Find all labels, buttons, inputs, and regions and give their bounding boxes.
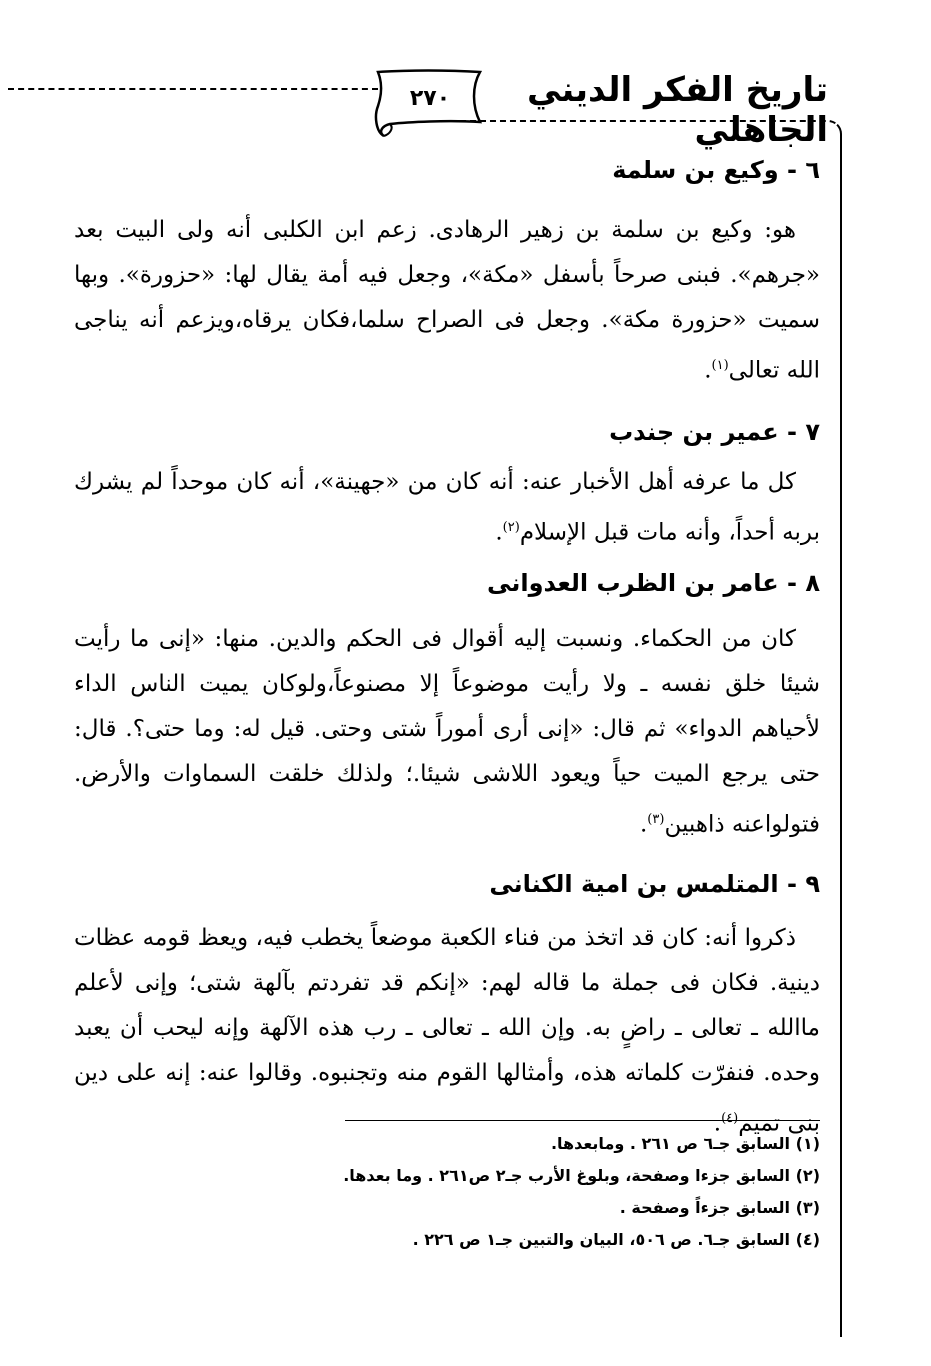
footnote-ref: (١) [711, 358, 729, 373]
footnote: (٣) السابق جزءاً وصفحة . [619, 1198, 820, 1217]
section-paragraph: ذكروا أنه: كان قد اتخذ من فناء الكعبة موضعاً يخطب فيه، ويعظ قومه عظات دينية. فكان فى جملة ما قاله لهم: «إنكم قد تفردتم بآلهة شتى؛ وإنى لأعلم ماالله ـ تعالى ـ راضٍ به. وإن الله ـ تعالى ـ رب هذه الآلهة وإنه ليحب أن يعبد وحده. فنفرّت كلماته هذه، وأمثالها القوم منه وتجنبوه. وقالوا عنه: إنه على دين بنى تميم$^{(٤)}$. [74, 924, 820, 1137]
footnote-ref: (٤) [721, 1110, 739, 1126]
header-dashed-rule [8, 88, 378, 90]
section-heading: ٧ - عمير بن جندب [609, 417, 820, 446]
section-paragraph: هو: وكيع بن سلمة بن زهير الرهادى. زعم ابن الكلبى أنه ولى البيت بعد «جرهم». فبنى صرحاً بأسفل «مكة»، وجعل فيه أمة يقال لها: «حزورة». وبها سميت «حزورة مكة». وجعل فى الصراح سلما،فكان يرقاه،ويزعم أنه يناجى الله تعالى$^{(١)}$. [74, 217, 820, 384]
footnote: (١) السابق جـ٦ ص ٢٦١ . ومابعدها. [550, 1134, 820, 1153]
main-text [74, 150, 820, 1147]
footnote-divider [345, 1120, 820, 1121]
paragraph-text: ذكروا أنه: كان قد اتخذ من فناء الكعبة موضعاً يخطب فيه، ويعظ قومه عظات دينية. فكان فى جملة ما قاله لهم: «إنكم قد تفردتم بآلهة شتى؛ وإنى لأعلم ماالله ـ تعالى ـ راضٍ به. وإن الله ـ تعالى ـ رب هذه الآلهة وإنه ليحب أن يعبد وحده. فنفرّت كلماته هذه، وأمثالها القوم منه وتجنبوه. وقالوا عنه: إنه على دين بنى تميم [74, 924, 820, 1137]
page-number: ٢٧٠ [409, 86, 451, 111]
footnote-ref: (٢) [502, 519, 520, 535]
section-paragraph: كل ما عرفه أهل الأخبار عنه: أنه كان من «جهينة»، أنه كان موحداً لم يشرك بربه أحداً، وأنه مات قبل الإسلام$^{(٢)}$. [74, 468, 820, 546]
running-header-title: تاريخ الفكر الديني الجاهلي [527, 70, 828, 150]
section-paragraph: كان من الحكماء. ونسبت إليه أقوال فى الحكم والدين. منها: «إنى ما رأيت شيئا خلق نفسه ـ ولا رأيت موضوعاً إلا مصنوعاً،ولوكان يميت الناس الداء لأحياهم الدواء» ثم قال: «إنى أرى أموراً شتى وحتى. قيل له: وما حتى؟. قال: حتى يرجع الميت حياً ويعود اللاشى شيئا.؛ ولذلك خلقت السماوات والأرض. فتولواعنه ذاهبين$^{(٣)}$. [74, 626, 820, 838]
paragraph-text: كل ما عرفه أهل الأخبار عنه: أنه كان من «جهينة»، أنه كان موحداً لم يشرك بربه أحداً، وأنه مات قبل الإسلام [74, 468, 820, 546]
footnote: (٢) السابق جزءا وصفحة، وبلوغ الأرب جـ٢ ص٢٦١ . وما بعدها. [343, 1166, 820, 1185]
footnote: (٤) السابق جـ٦. ص ٥٠٦، البيان والتبين جـ١ ص ٢٢٦ . [412, 1230, 820, 1249]
section-heading: ٩ - المتلمس بن امية الكنانى [489, 869, 820, 898]
paragraph-text: كان من الحكماء. ونسبت إليه أقوال فى الحكم والدين. منها: «إنى ما رأيت شيئا خلق نفسه ـ ولا رأيت موضوعاً إلا مصنوعاً،ولوكان يميت الناس الداء لأحياهم الدواء» ثم قال: «إنى أرى أموراً شتى وحتى. قيل له: وما حتى؟. قال: حتى يرجع الميت حياً ويعود اللاشى شيئا.؛ ولذلك خلقت السماوات والأرض. فتولواعنه ذاهبين [74, 626, 820, 838]
section-heading: ٨ - عامر بن الظرب العدوانى [487, 569, 820, 598]
footnotes [200, 1128, 820, 1256]
footnote-ref: (٣) [647, 812, 665, 828]
paragraph-text: هو: وكيع بن سلمة بن زهير الرهادى. زعم ابن الكلبى أنه ولى البيت بعد «جرهم». فبنى صرحاً بأسفل «مكة»، وجعل فيه أمة يقال لها: «حزورة». وبها سميت «حزورة مكة». وجعل فى الصراح سلما،فكان يرقاه،ويزعم أنه يناجى الله تعالى [74, 217, 820, 384]
section-heading: ٦ - وكيع بن سلمة [612, 156, 820, 184]
